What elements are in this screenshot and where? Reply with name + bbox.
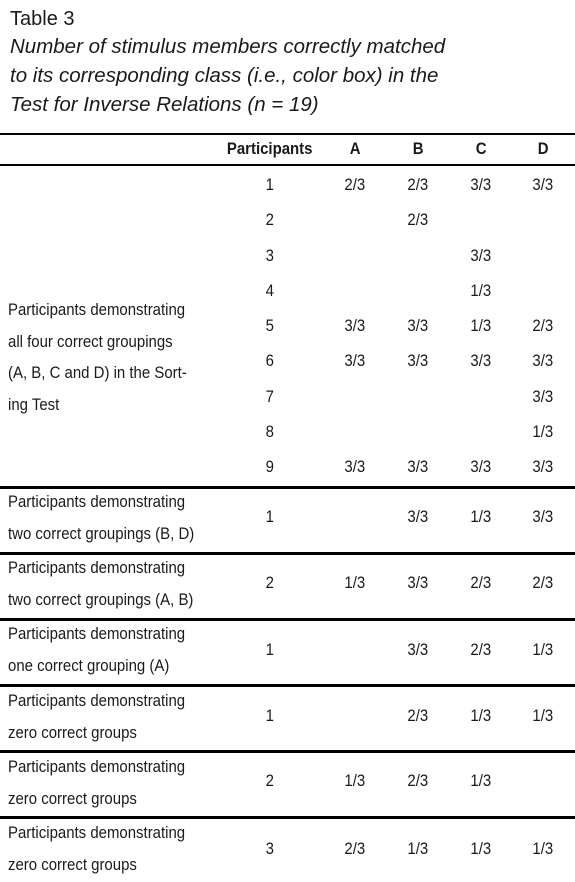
group-label xyxy=(8,294,223,420)
table-cell-text: 2 xyxy=(265,771,275,790)
group-label xyxy=(8,751,223,814)
table-cell xyxy=(245,244,295,268)
table-cell-text: 3/3 xyxy=(532,175,554,194)
table-cell xyxy=(393,704,443,728)
table-cell-text: 1 xyxy=(265,507,275,526)
table-cell-text: 2/3 xyxy=(407,771,429,790)
table-cell xyxy=(518,349,568,373)
table-cell xyxy=(245,314,295,338)
table-cell xyxy=(393,769,443,793)
table-cell-text: 2/3 xyxy=(344,175,366,194)
table-cell-text: 2 xyxy=(265,210,275,230)
table-cell-text: 1/3 xyxy=(470,280,492,300)
table-cell xyxy=(456,571,506,595)
group-label-text: Participants demonstrating zero correct groups xyxy=(8,823,186,874)
group-label-text: Participants demonstrating zero correct groups xyxy=(8,757,186,808)
group-label xyxy=(8,618,223,681)
table-cell xyxy=(330,455,380,479)
table-cell xyxy=(393,837,443,861)
table-cell-text: 1/3 xyxy=(470,839,492,858)
table-cell xyxy=(330,837,380,861)
column-header xyxy=(393,136,443,162)
table-cell-text: 1/3 xyxy=(344,573,366,592)
column-header xyxy=(456,136,506,162)
table-cell-text: 2/3 xyxy=(407,175,429,194)
table-cell-text: 2/3 xyxy=(344,839,366,858)
table-cell xyxy=(456,704,506,728)
table-cell-text: 1/3 xyxy=(470,706,492,725)
table-cell-text: 6 xyxy=(265,351,275,371)
table-title: Number of stimulus members correctly matched to its corresponding class (i.e., color box) in the Test for Inverse Relations (n = 19) xyxy=(10,35,446,116)
table-cell-text: 3/3 xyxy=(407,457,429,476)
group-label-text: Participants demonstrating all four correct groupings (A, B, C and D) in the Sort- ing Test xyxy=(8,300,187,414)
group-label xyxy=(8,817,223,880)
table-cell xyxy=(330,314,380,338)
table-cell-text: 3/3 xyxy=(470,175,492,194)
table-cell xyxy=(245,349,295,373)
table-cell-text: 3/3 xyxy=(407,316,429,335)
table-cell-text: 1/3 xyxy=(532,706,554,725)
table-cell xyxy=(245,837,295,861)
table-cell-text: 7 xyxy=(265,386,275,406)
table-cell-text: 1 xyxy=(265,706,275,725)
table-cell xyxy=(330,173,380,197)
table-cell-text: 1/3 xyxy=(470,771,492,790)
table-cell xyxy=(456,638,506,662)
table-caption xyxy=(10,6,570,119)
table-cell xyxy=(393,349,443,373)
table-cell xyxy=(330,769,380,793)
column-header-text: D xyxy=(537,139,549,158)
table-cell-text: 1 xyxy=(265,175,275,194)
column-header-text: B xyxy=(412,139,424,158)
group-label xyxy=(8,486,223,549)
table-cell xyxy=(393,571,443,595)
column-header xyxy=(330,136,380,162)
table-cell xyxy=(245,173,295,197)
table-cell xyxy=(456,349,506,373)
table-cell xyxy=(456,837,506,861)
table-cell xyxy=(518,505,568,529)
table-cell xyxy=(245,638,295,662)
table-cell xyxy=(518,314,568,338)
table-cell-text: 3 xyxy=(265,245,275,265)
table-cell xyxy=(456,505,506,529)
table-cell-text: 3/3 xyxy=(344,351,366,371)
column-header-text: Participants xyxy=(227,139,313,158)
table-cell-text: 3/3 xyxy=(407,507,429,526)
table-cell-text: 3/3 xyxy=(532,386,554,406)
table-cell xyxy=(393,208,443,232)
column-header-text: C xyxy=(475,139,487,158)
table-cell-text: 5 xyxy=(265,316,275,335)
table-cell-text: 3/3 xyxy=(344,316,366,335)
table-cell xyxy=(393,455,443,479)
group-label-text: Participants demonstrating zero correct groups xyxy=(8,691,186,742)
column-header xyxy=(215,136,325,162)
table-cell xyxy=(393,505,443,529)
table-cell-text: 2/3 xyxy=(532,316,554,335)
table-cell xyxy=(245,279,295,303)
table-cell xyxy=(456,173,506,197)
group-label-text: Participants demonstrating two correct groupings (B, D) xyxy=(8,492,195,543)
table-cell xyxy=(518,638,568,662)
table-cell xyxy=(245,505,295,529)
table-cell-text: 3/3 xyxy=(470,245,492,265)
table-cell-text: 3/3 xyxy=(532,351,554,371)
table-cell-text: 8 xyxy=(265,421,275,441)
table-cell-text: 1/3 xyxy=(344,771,366,790)
table-cell xyxy=(456,769,506,793)
table-cell-text: 1/3 xyxy=(470,316,492,335)
table-cell-text: 3/3 xyxy=(532,507,554,526)
table-cell xyxy=(245,704,295,728)
table-cell-text: 2/3 xyxy=(470,573,492,592)
table-cell xyxy=(245,455,295,479)
table-cell xyxy=(245,385,295,409)
table-cell-text: 3/3 xyxy=(470,351,492,371)
table-cell-text: 3/3 xyxy=(407,573,429,592)
table-cell xyxy=(456,314,506,338)
table-cell xyxy=(518,385,568,409)
table-cell-text: 2/3 xyxy=(407,706,429,725)
table-cell xyxy=(518,571,568,595)
table-cell-text: 1 xyxy=(265,640,275,659)
table-cell xyxy=(245,208,295,232)
table-cell-text: 3/3 xyxy=(344,457,366,476)
table-cell xyxy=(245,571,295,595)
table-cell xyxy=(456,279,506,303)
table-cell xyxy=(456,455,506,479)
table-cell-text: 9 xyxy=(265,457,275,476)
table-cell xyxy=(245,769,295,793)
table-cell xyxy=(518,420,568,444)
header-bottom-rule xyxy=(0,164,575,166)
table-cell-text: 2/3 xyxy=(407,210,429,230)
table-cell xyxy=(330,571,380,595)
table-cell-text: 3 xyxy=(265,839,275,858)
table-cell xyxy=(393,173,443,197)
table-cell-text: 1/3 xyxy=(470,507,492,526)
table-cell-text: 4 xyxy=(265,280,275,300)
group-label xyxy=(8,685,223,748)
table-cell-text: 2/3 xyxy=(470,640,492,659)
table-cell-text: 3/3 xyxy=(407,640,429,659)
table-cell-text: 1/3 xyxy=(532,421,554,441)
table-cell-text: 1/3 xyxy=(407,839,429,858)
table-label: Table 3 xyxy=(10,8,75,30)
table-cell xyxy=(245,420,295,444)
table-cell xyxy=(393,314,443,338)
table-cell xyxy=(330,349,380,373)
table-cell-text: 1/3 xyxy=(532,839,554,858)
table-cell xyxy=(456,244,506,268)
group-label-text: Participants demonstrating two correct groupings (A, B) xyxy=(8,558,194,609)
table-cell-text: 3/3 xyxy=(470,457,492,476)
table-cell xyxy=(518,455,568,479)
table-cell-text: 3/3 xyxy=(407,351,429,371)
column-header xyxy=(518,136,568,162)
table-cell-text: 1/3 xyxy=(532,640,554,659)
table-cell-text: 2 xyxy=(265,573,275,592)
column-header-text: A xyxy=(349,139,361,158)
table-cell xyxy=(518,173,568,197)
table-cell-text: 2/3 xyxy=(532,573,554,592)
group-label xyxy=(8,552,223,615)
table-cell xyxy=(518,704,568,728)
header-top-rule xyxy=(0,133,575,135)
group-label-text: Participants demonstrating one correct grouping (A) xyxy=(8,624,186,675)
table-cell-text: 3/3 xyxy=(532,457,554,476)
table-cell xyxy=(393,638,443,662)
table-cell xyxy=(518,837,568,861)
